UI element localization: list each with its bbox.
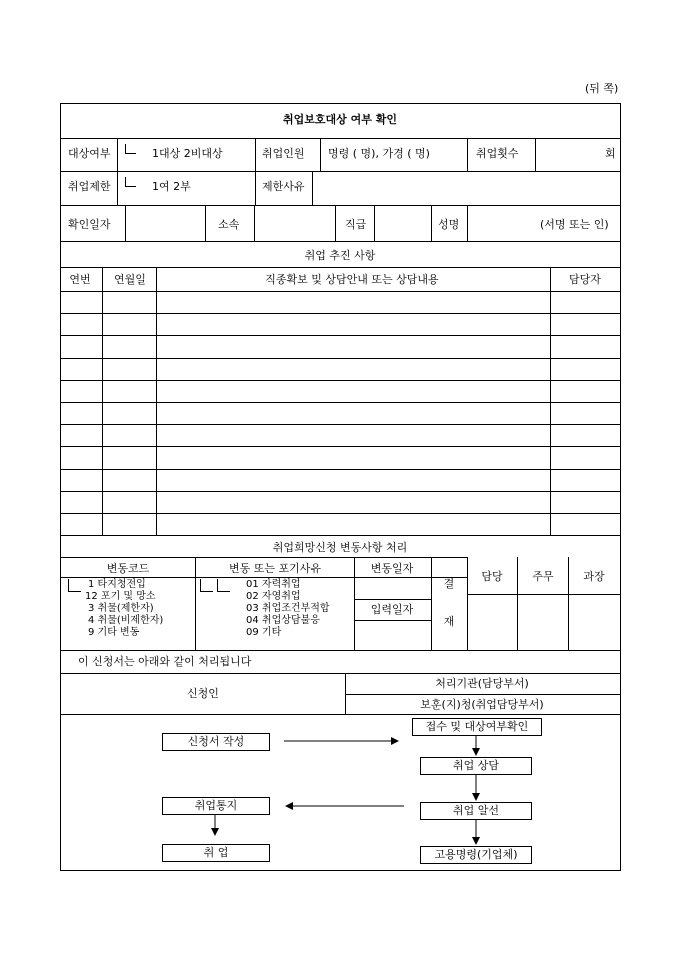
limit-label: 취업제한 [68,180,111,193]
count-unit: 회 [605,147,616,160]
change-date-header: 변동일자 [370,562,414,575]
approver-staff: 담당 [481,570,503,583]
reason-item-3: 03 취업조건부적합 [246,603,330,614]
reason-item-2: 02 자영취업 [246,591,301,602]
step-receipt-check: 접수 및 대상여부확인 [412,718,542,736]
approval-label-1: 결 [443,577,455,590]
step-placement: 취업 알선 [420,802,532,820]
reason-label: 제한사유 [262,180,305,193]
agency-header: 처리기관(담당부서) [435,677,529,690]
process-note: 이 신청서는 아래와 같이 처리됩니다 [78,655,252,668]
reason-item-4: 04 취업상담불응 [246,615,320,626]
form-title: 취업보호대상 여부 확인 [283,113,397,126]
rank-label: 직급 [345,218,367,231]
step-apply-form: 신청서 작성 [162,733,270,751]
confirm-date-label: 확인일자 [68,218,111,231]
approver-chief: 주무 [532,570,554,583]
step-counseling: 취업 상담 [420,757,532,775]
code-header: 변동코드 [106,562,150,575]
change-title: 취업희망신청 변동사항 처리 [272,541,408,554]
input-date-header: 입력일자 [370,603,414,616]
page-side-label: (뒤 쪽) [585,82,619,95]
agency-sub: 보훈(지)청(취업담당부서) [420,698,544,711]
step-employment: 취 업 [162,844,270,862]
reason-item-5: 09 기타 [246,627,282,638]
sign-label: (서명 또는 인) [540,218,609,231]
code-item-3: 3 취물(제한자) [88,603,154,614]
people-label: 취업인원 [262,147,305,160]
progress-header-staff: 담당자 [569,273,601,286]
count-label: 취업횟수 [476,147,519,160]
limit-options: 1여 2부 [152,180,191,193]
target-label: 대상여부 [68,147,111,160]
dept-label: 소속 [218,218,240,231]
code-item-2: 12 포기 및 망소 [85,591,156,602]
target-options: 1대상 2비대상 [152,147,223,160]
progress-header-content: 직종확보 및 상담안내 또는 상담내용 [265,273,439,286]
name-label: 성명 [438,218,460,231]
reason-header: 변동 또는 포기사유 [228,562,322,575]
approver-manager: 과장 [583,570,605,583]
approval-label-2: 재 [443,615,455,628]
code-item-1: 1 타지청전입 [88,579,146,590]
progress-header-date: 연월일 [114,273,146,286]
progress-header-no: 연번 [69,273,91,286]
people-value: 명령 ( 명), 가경 ( 명) [328,147,430,160]
code-item-5: 9 기타 변동 [88,627,140,638]
progress-title: 취업 추진 사항 [304,249,376,262]
applicant-header: 신청인 [187,687,219,700]
step-employment-notice: 취업통지 [162,797,270,815]
reason-item-1: 01 자력취업 [246,579,301,590]
code-item-4: 4 취물(비제한자) [88,615,164,626]
step-hiring-order: 고용명령(기업체) [420,846,532,864]
